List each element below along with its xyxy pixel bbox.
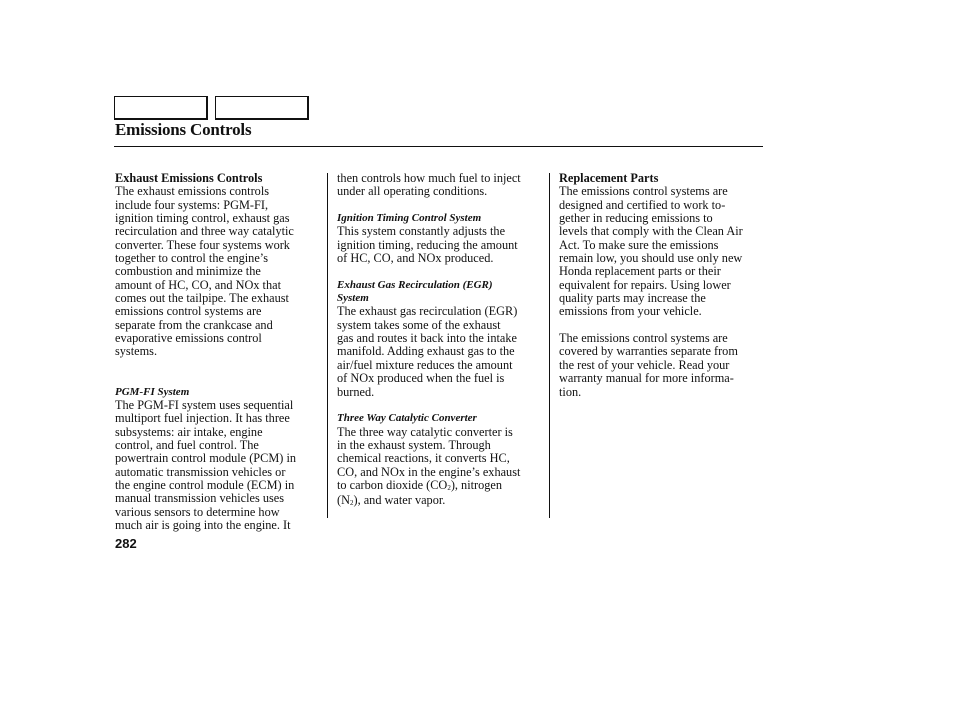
text-line: remain low, you should use only new bbox=[559, 251, 743, 266]
text-line: separate from the crankcase and bbox=[115, 317, 273, 332]
page-number: 282 bbox=[115, 536, 137, 551]
egr-paragraph bbox=[337, 305, 543, 398]
text-line: The emissions control systems are bbox=[559, 184, 728, 199]
text-line: The PGM-FI system uses sequential bbox=[115, 397, 294, 412]
text-line: powertrain control module (PCM) in bbox=[115, 451, 297, 466]
text-line: much air is going into the engine. It bbox=[115, 517, 291, 532]
text-line: combustion and minimize the bbox=[115, 264, 261, 279]
text-line: gas and routes it back into the intake bbox=[337, 331, 517, 346]
catalytic-converter-heading: Three Way Catalytic Converter bbox=[337, 412, 477, 425]
text-line: include four systems: PGM-FI, bbox=[115, 197, 269, 212]
column-2 bbox=[337, 172, 543, 510]
text-line: covered by warranties separate from bbox=[559, 344, 738, 359]
text-line: manual transmission vehicles uses bbox=[115, 491, 285, 506]
header-tab-1 bbox=[114, 96, 208, 120]
text-line: comes out the tailpipe. The exhaust bbox=[115, 291, 289, 306]
text-line: Act. To make sure the emissions bbox=[559, 237, 719, 252]
text-line: The three way catalytic converter is bbox=[337, 424, 513, 439]
text-line: subsystems: air intake, engine bbox=[115, 424, 263, 439]
replacement-parts-paragraph-2 bbox=[559, 332, 765, 399]
text-line: equivalent for repairs. Using lower bbox=[559, 277, 731, 292]
catalytic-converter-paragraph bbox=[337, 426, 543, 479]
text-line: system takes some of the exhaust bbox=[337, 317, 501, 332]
co2-line: to carbon dioxide $(CO_2)$, nitrogen bbox=[337, 477, 503, 492]
text-line: warranty manual for more informa- bbox=[559, 371, 734, 386]
text-line: control, and fuel control. The bbox=[115, 437, 259, 452]
text-line: recirculation and three way catalytic bbox=[115, 224, 294, 239]
text-line: the engine control module (ECM) in bbox=[115, 477, 295, 492]
title-rule bbox=[114, 146, 763, 147]
text-line: The emissions control systems are bbox=[559, 331, 728, 346]
text-line: air/fuel mixture reduces the amount bbox=[337, 357, 513, 372]
text-line: emissions from your vehicle. bbox=[559, 304, 702, 319]
n2-line: $(N_2)$, and water vapor. bbox=[337, 493, 446, 508]
exhaust-emissions-paragraph bbox=[115, 185, 321, 358]
pgmfi-continued-paragraph bbox=[337, 172, 543, 199]
text-line: multiport fuel injection. It has three bbox=[115, 411, 290, 426]
text-line: of NOx produced when the fuel is bbox=[337, 371, 505, 386]
text-line: CO, and NOx in the engine’s exhaust bbox=[337, 464, 521, 479]
exhaust-emissions-heading: Exhaust Emissions Controls bbox=[115, 171, 263, 185]
pgmfi-paragraph bbox=[115, 399, 321, 532]
text-line: various sensors to determine how bbox=[115, 504, 280, 519]
text-line: gether in reducing emissions to bbox=[559, 211, 713, 226]
text-line: emissions control systems are bbox=[115, 304, 262, 319]
column-3 bbox=[559, 172, 765, 399]
text-line: The exhaust gas recirculation (EGR) bbox=[337, 304, 518, 319]
pgmfi-heading: PGM-FI System bbox=[115, 385, 190, 398]
text-line: This system constantly adjusts the bbox=[337, 224, 506, 239]
text-line: then controls how much fuel to inject bbox=[337, 171, 521, 185]
text-line: manifold. Adding exhaust gas to the bbox=[337, 344, 515, 359]
text-line: Honda replacement parts or their bbox=[559, 264, 721, 279]
text-line: designed and certified to work to- bbox=[559, 197, 726, 212]
replacement-parts-paragraph-1 bbox=[559, 185, 765, 318]
text-line: together to control the engine’s bbox=[115, 251, 268, 266]
text-line: under all operating conditions. bbox=[337, 184, 488, 199]
text-line: quality parts may increase the bbox=[559, 291, 706, 306]
column-divider-1 bbox=[327, 173, 328, 518]
ignition-timing-heading: Ignition Timing Control System bbox=[337, 212, 482, 225]
text-line: levels that comply with the Clean Air bbox=[559, 224, 743, 239]
text-line: in the exhaust system. Through bbox=[337, 437, 491, 452]
egr-heading-line-1: Exhaust Gas Recirculation (EGR) bbox=[337, 278, 493, 291]
text-line: of HC, CO, and NOx produced. bbox=[337, 251, 494, 266]
text-line: ignition timing, reducing the amount bbox=[337, 237, 518, 252]
text-line: the rest of your vehicle. Read your bbox=[559, 357, 730, 372]
text-line: The exhaust emissions controls bbox=[115, 184, 270, 199]
replacement-parts-heading: Replacement Parts bbox=[559, 171, 659, 185]
text-line: ignition timing control, exhaust gas bbox=[115, 211, 290, 226]
column-divider-2 bbox=[549, 173, 550, 518]
text-line: chemical reactions, it converts HC, bbox=[337, 451, 510, 466]
text-line: tion. bbox=[559, 384, 582, 399]
text-line: systems. bbox=[115, 344, 158, 359]
header-tab-2 bbox=[215, 96, 309, 120]
ignition-timing-paragraph bbox=[337, 225, 543, 265]
text-line: converter. These four systems work bbox=[115, 237, 290, 252]
page-title: Emissions Controls bbox=[115, 120, 252, 139]
text-line: automatic transmission vehicles or bbox=[115, 464, 286, 479]
egr-heading-line-2: System bbox=[337, 292, 369, 305]
column-1 bbox=[115, 172, 321, 532]
text-line: burned. bbox=[337, 384, 375, 399]
text-line: amount of HC, CO, and NOx that bbox=[115, 277, 281, 292]
text-line: evaporative emissions control bbox=[115, 331, 262, 346]
